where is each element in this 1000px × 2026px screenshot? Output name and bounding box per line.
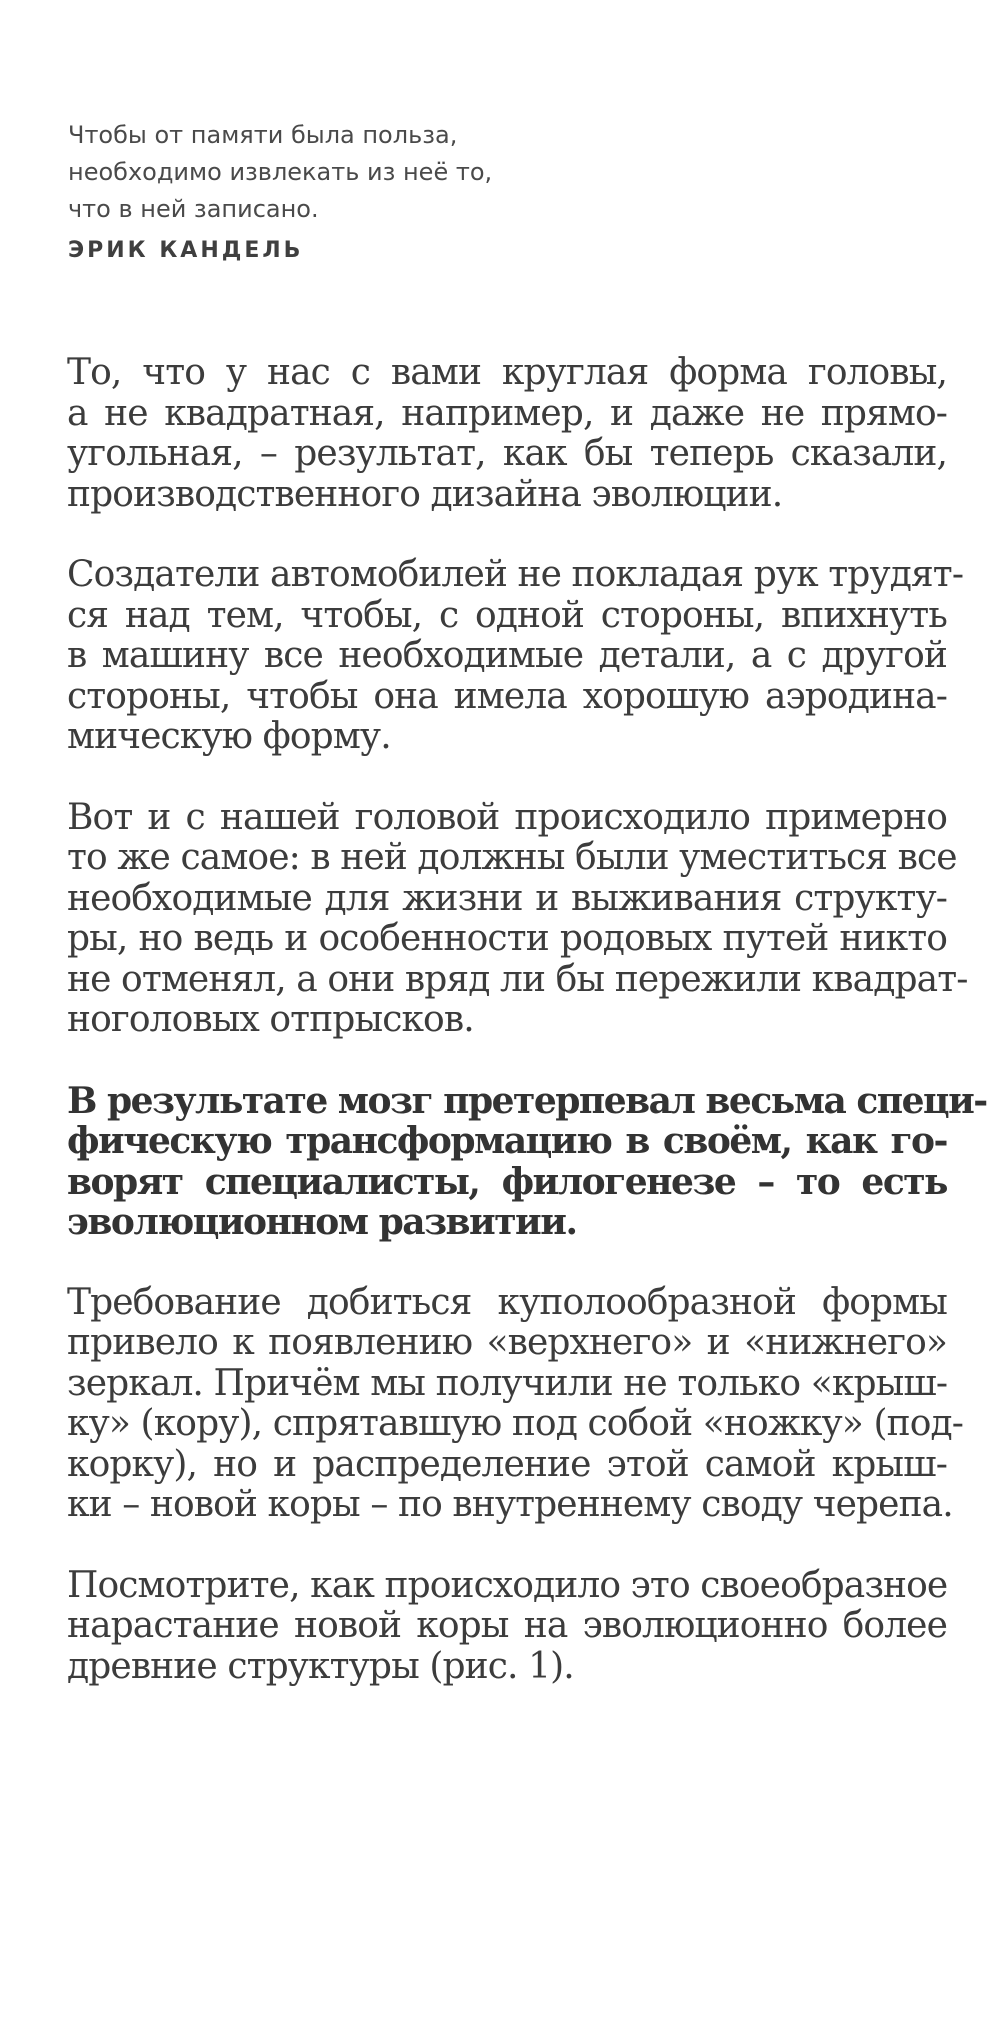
main-text: [67, 352, 987, 1727]
text-line: Посмотрите, как происходило это своеобразное: [67, 1564, 948, 1606]
paragraph: [67, 796, 968, 1041]
text-line: ноголовых отпрысков.: [67, 999, 474, 1040]
text-line: угольная, – результат, как бы теперь сказали,: [67, 433, 947, 474]
epigraph-line: необходимо извлекать из неё то,: [68, 158, 493, 186]
text-line: Создатели автомобилей не покладая рук трудят-: [67, 554, 964, 595]
text-line: То, что у нас с вами круглая форма головы,: [67, 352, 947, 393]
text-line: ки – новой коры – по внутреннему своду черепа.: [67, 1484, 953, 1525]
text-line: В результате мозг претерпевал весьма специ-: [67, 1079, 987, 1122]
paragraph: [67, 554, 964, 758]
text-line: ся над тем, чтобы, с одной стороны, впихнуть: [67, 594, 947, 636]
text-line: стороны, чтобы она имела хорошую аэродина-: [67, 675, 947, 717]
paragraph: [67, 1281, 964, 1526]
paragraph: [67, 353, 947, 515]
text-line: а не квадратная, например, и даже не прямо-: [67, 392, 947, 434]
text-line: мическую форму.: [67, 716, 391, 757]
text-line: древние структуры (рис. 1).: [67, 1645, 574, 1687]
text-line: в машину все необходимые детали, а с другой: [67, 635, 947, 676]
text-line: корку), но и распределение этой самой крыш-: [67, 1443, 947, 1485]
text-line: производственного дизайна эволюции.: [67, 473, 783, 515]
text-line: эволюционном развитии.: [67, 1201, 577, 1243]
text-line: ворят специалисты, филогенезе – то есть: [67, 1160, 947, 1203]
text-line: не отменял, а они вряд ли бы пережили квадрат-: [67, 958, 968, 1000]
epigraph-line: Чтобы от памяти была польза,: [68, 121, 458, 149]
text-line: ку» (кору), спрятавшую под собой «ножку» (под-: [67, 1403, 964, 1444]
epigraph-line: что в ней записано.: [68, 195, 319, 223]
text-line: нарастание новой коры на эволюционно более: [67, 1605, 947, 1646]
text-line: Вот и с нашей головой происходило примерно: [67, 796, 947, 838]
text-line: то же самое: в ней должны были уместиться все: [67, 837, 957, 878]
text-line: необходимые для жизни и выживания структу-: [67, 877, 947, 919]
text-line: фическую трансформацию в своём, как го-: [67, 1120, 947, 1162]
epigraph: [68, 117, 668, 269]
paragraph: [67, 1566, 947, 1688]
text-line: Требование добиться куполообразной формы: [67, 1281, 947, 1323]
paragraph-bold: [67, 1079, 987, 1243]
epigraph-author: ЭРИК КАНДЕЛЬ: [68, 238, 304, 263]
text-line: привело к появлению «верхнего» и «нижнего»: [67, 1322, 947, 1363]
text-line: зеркал. Причём мы получили не только «крыш-: [67, 1362, 948, 1404]
text-line: ры, но ведь и особенности родовых путей никто: [67, 918, 947, 959]
